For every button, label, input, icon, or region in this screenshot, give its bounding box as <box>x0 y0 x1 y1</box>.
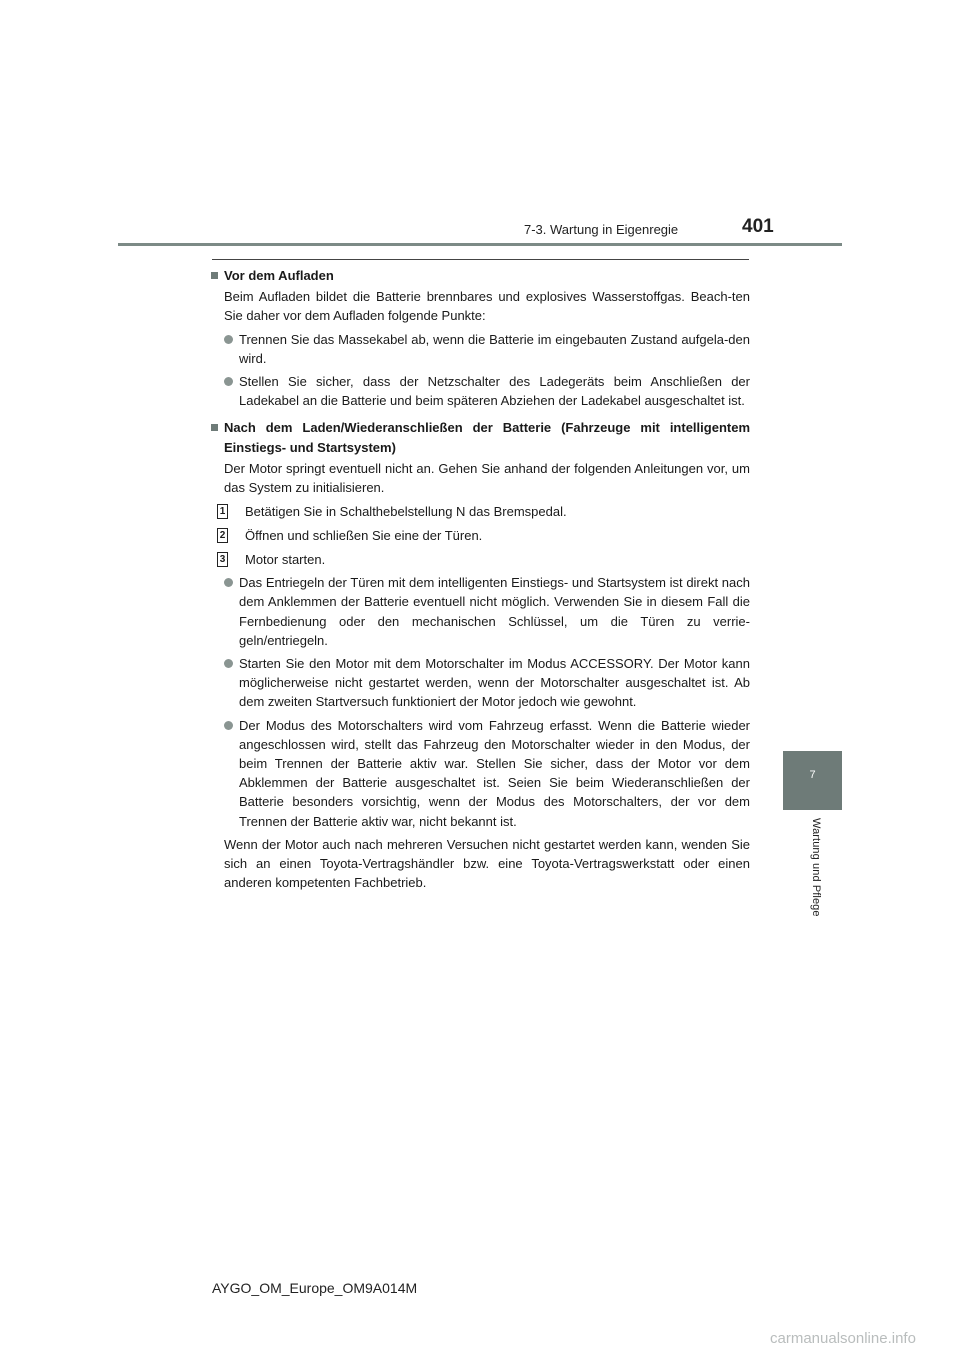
square-bullet-icon <box>211 424 218 431</box>
round-bullet-icon <box>224 335 233 344</box>
bullet-item <box>224 654 750 712</box>
heading-text: Nach dem Laden/Wiederanschließen der Batterie (Fahrzeuge mit intelligentem Einstiegs- und Startsystem) <box>224 420 750 455</box>
step-number-box: 3 <box>217 552 228 567</box>
round-bullet-icon <box>224 659 233 668</box>
section-heading <box>210 266 750 285</box>
round-bullet-icon <box>224 377 233 386</box>
bullet-item <box>224 573 750 650</box>
content-top-rule <box>212 259 749 260</box>
chapter-number: 7 <box>809 769 816 781</box>
bullet-text: Der Modus des Motorschalters wird vom Fahrzeug erfasst. Wenn die Batterie wieder angeschlossen wird, stellt das Fahrzeug den Motorschalter wieder in den Modus, der beim Trennen der Batterie aktiv war. Stellen Sie sicher, dass der Motor vor dem Abklemmen der Batterie ausgeschaltet ist. Seien Sie beim Wiederanschließen der Batterie besonders vorsichtig, wenn der Modus des Motorschalters, der vor dem Trennen der Batterie aktiv war, nicht bekannt ist. <box>239 717 750 829</box>
main-content <box>210 266 750 896</box>
step-item <box>219 525 750 545</box>
step-number-box: 1 <box>217 504 228 519</box>
step-item <box>219 501 750 521</box>
chapter-tab <box>783 751 842 810</box>
document-id: AYGO_OM_Europe_OM9A014M <box>212 1280 418 1296</box>
step-number-box: 2 <box>217 528 228 543</box>
step-item <box>219 549 750 569</box>
section-title: 7-3. Wartung in Eigenregie <box>524 222 679 237</box>
bullet-text: Trennen Sie das Massekabel ab, wenn die Batterie im eingebauten Zustand aufgela-den wird. <box>239 331 750 366</box>
chapter-label: Wartung und Pflege <box>810 818 822 917</box>
round-bullet-icon <box>224 721 233 730</box>
bullet-item <box>224 716 750 831</box>
bullet-item <box>224 372 750 410</box>
bullet-text: Stellen Sie sicher, dass der Netzschalter des Ladegeräts beim Anschließen der Ladekabel an die Batterie und beim späteren Abziehen der Ladekabel ausgeschaltet ist. <box>239 374 750 409</box>
bullet-item <box>224 330 750 368</box>
section-heading <box>210 418 750 456</box>
bullet-text: Das Entriegeln der Türen mit dem intelligenten Einstiegs- und Startsystem ist direkt nach dem Anklemmen der Batterie eventuell nicht möglich. Verwenden Sie in diesem Fall die Fernbedienung oder den mechanischen Schlüssel, um die Türen zu verrie-geln/entriegeln. <box>239 575 750 648</box>
step-text: Motor starten. <box>245 551 326 567</box>
heading-text: Vor dem Aufladen <box>224 268 334 283</box>
paragraph: Der Motor springt eventuell nicht an. Gehen Sie anhand der folgenden Anleitungen vor, um das System zu initialisieren. <box>224 460 750 496</box>
square-bullet-icon <box>211 272 218 279</box>
round-bullet-icon <box>224 578 233 587</box>
closing-paragraph: Wenn der Motor auch nach mehreren Versuchen nicht gestartet werden kann, wenden Sie sich an einen Toyota-Vertragshändler bzw. eine Toyota-Vertragswerkstatt oder einen anderen kompetenten Fachbetrieb. <box>224 836 750 891</box>
header-rule <box>118 243 842 246</box>
step-text: Betätigen Sie in Schalthebelstellung N das Bremspedal. <box>245 503 567 519</box>
paragraph: Beim Aufladen bildet die Batterie brennbares und explosives Wasserstoffgas. Beach-ten Sie daher vor dem Aufladen folgende Punkte: <box>224 289 750 324</box>
watermark: carmanualsonline.info <box>770 1330 916 1347</box>
bullet-text: Starten Sie den Motor mit dem Motorschalter im Modus ACCESSORY. Der Motor kann möglicherweise nicht gestartet werden, wenn der Motorschalter ausgeschaltet ist. Ab dem zweiten Startversuch funktioniert der Motor jedoch wie gewohnt. <box>239 656 750 710</box>
step-text: Öffnen und schließen Sie eine der Türen. <box>245 527 483 543</box>
page-number: 401 <box>742 216 774 237</box>
